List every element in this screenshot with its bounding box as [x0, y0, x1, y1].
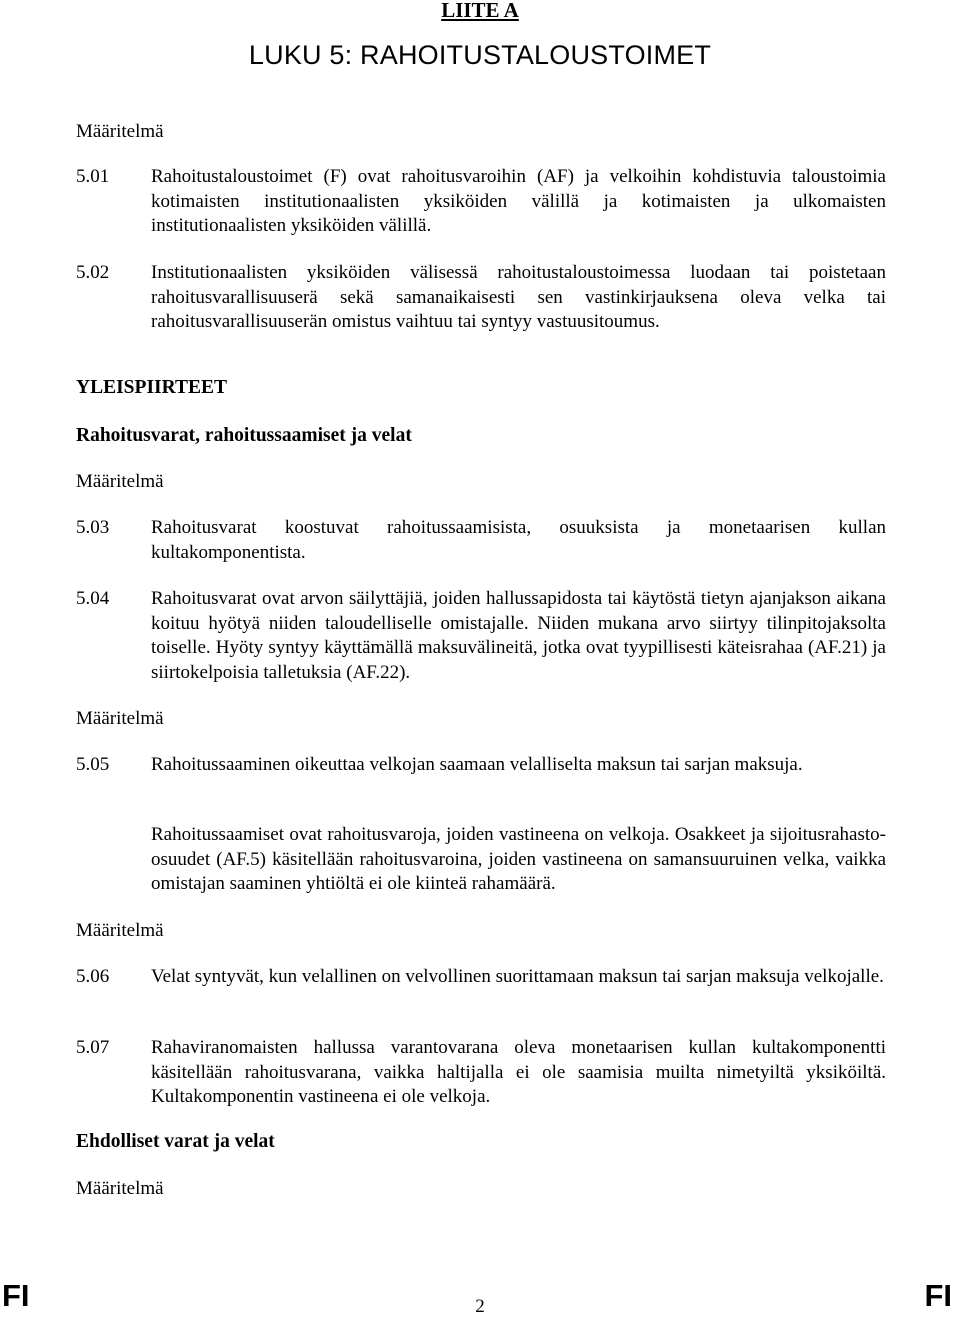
paragraph-5-01 [76, 165, 886, 239]
section-heading-general: YLEISPIIRTEET [76, 377, 228, 398]
paragraph-5-05 [76, 753, 886, 778]
paragraph-text: Rahaviranomaisten hallussa varantovarana oleva monetaarisen kullan kultakomponentti käsitellään rahoitusvarana, vaikka haltijalla ei ole saamisia muilta nimetyiltä yksiköiltä. Kultakomponentin vastineena ei ole velkoja. [151, 1037, 886, 1107]
paragraph-5-07 [76, 1036, 886, 1110]
paragraph-text: Institutionaalisten yksiköiden välisessä rahoitustaloustoimessa luodaan tai poistetaan rahoitusvarallisuuserä sekä samanaikaisesti sen vastinkirjauksena oleva velka tai rahoitusvarallisuuserän omistus vaihtuu tai syntyy vastuusitoumus. [151, 262, 886, 332]
footer-language-code-left: FI [2, 1278, 30, 1313]
paragraph-5-04 [76, 587, 886, 685]
paragraph-text: Rahoitusvarat ovat arvon säilyttäjiä, joiden hallussapidosta tai käytöstä tietyn ajanjakson aikana koituu hyötyä niiden taloudelliselle omistajalle. Niiden mukana arvo siirtyy tilinpitojaksolta toiselle. Hyöty syntyy käyttämällä maksuvälineitä, jotka ovat tyypillisesti käteisrahaa (AF.21) ja siirtokelpoisia talletuksia (AF.22). [151, 588, 886, 683]
footer-language-code-right: FI [924, 1278, 952, 1313]
paragraph-text: Rahoitustaloustoimet (F) ovat rahoitusvaroihin (AF) ja velkoihin kohdistuvia taloustoimia kotimaisten institutionaalisten yksiköiden välillä ja kotimaisten ja ulkomaisten institutionaalisten yksiköiden välillä. [151, 166, 886, 236]
section-heading-contingent: Ehdolliset varat ja velat [76, 1131, 275, 1152]
paragraph-text: Rahoitussaamiset ovat rahoitusvaroja, joiden vastineena on velkoja. Osakkeet ja sijoitusrahasto-osuudet (AF.5) käsitellään rahoitusvaroina, joiden vastineena on samansuuruinen velka, vaikka omistajan saaminen yhtiöltä ei ole kiinteä rahamäärä. [151, 824, 886, 894]
paragraph-5-02 [76, 261, 886, 335]
paragraph-5-05-continuation [76, 823, 886, 897]
chapter-title: LUKU 5: RAHOITUSTALOUSTOIMET [248, 40, 712, 70]
paragraph-number: 5.07 [76, 1037, 110, 1058]
paragraph-5-06 [76, 965, 886, 990]
paragraph-text: Rahoitusvarat koostuvat rahoitussaamisista, osuuksista ja monetaarisen kullan kultakomponentista. [151, 517, 886, 563]
paragraph-5-03 [76, 516, 886, 565]
section-heading-financial-assets: Rahoitusvarat, rahoitussaamiset ja velat [76, 425, 412, 446]
definition-label: Määritelmä [76, 121, 164, 142]
definition-label: Määritelmä [76, 471, 164, 492]
paragraph-number: 5.04 [76, 588, 110, 609]
annex-label: LIITE A [441, 0, 519, 22]
definition-label: Määritelmä [76, 1178, 164, 1199]
definition-label: Määritelmä [76, 920, 164, 941]
paragraph-text: Rahoitussaaminen oikeuttaa velkojan saamaan velalliselta maksun tai sarjan maksuja. [151, 754, 803, 775]
paragraph-number: 5.01 [76, 166, 110, 187]
paragraph-number: 5.05 [76, 754, 110, 775]
definition-label: Määritelmä [76, 708, 164, 729]
paragraph-number: 5.02 [76, 262, 110, 283]
paragraph-number: 5.03 [76, 517, 110, 538]
page-number: 2 [475, 1296, 485, 1317]
paragraph-text: Velat syntyvät, kun velallinen on velvollinen suorittamaan maksun tai sarjan maksuja velkojalle. [151, 966, 884, 987]
paragraph-number: 5.06 [76, 966, 110, 987]
